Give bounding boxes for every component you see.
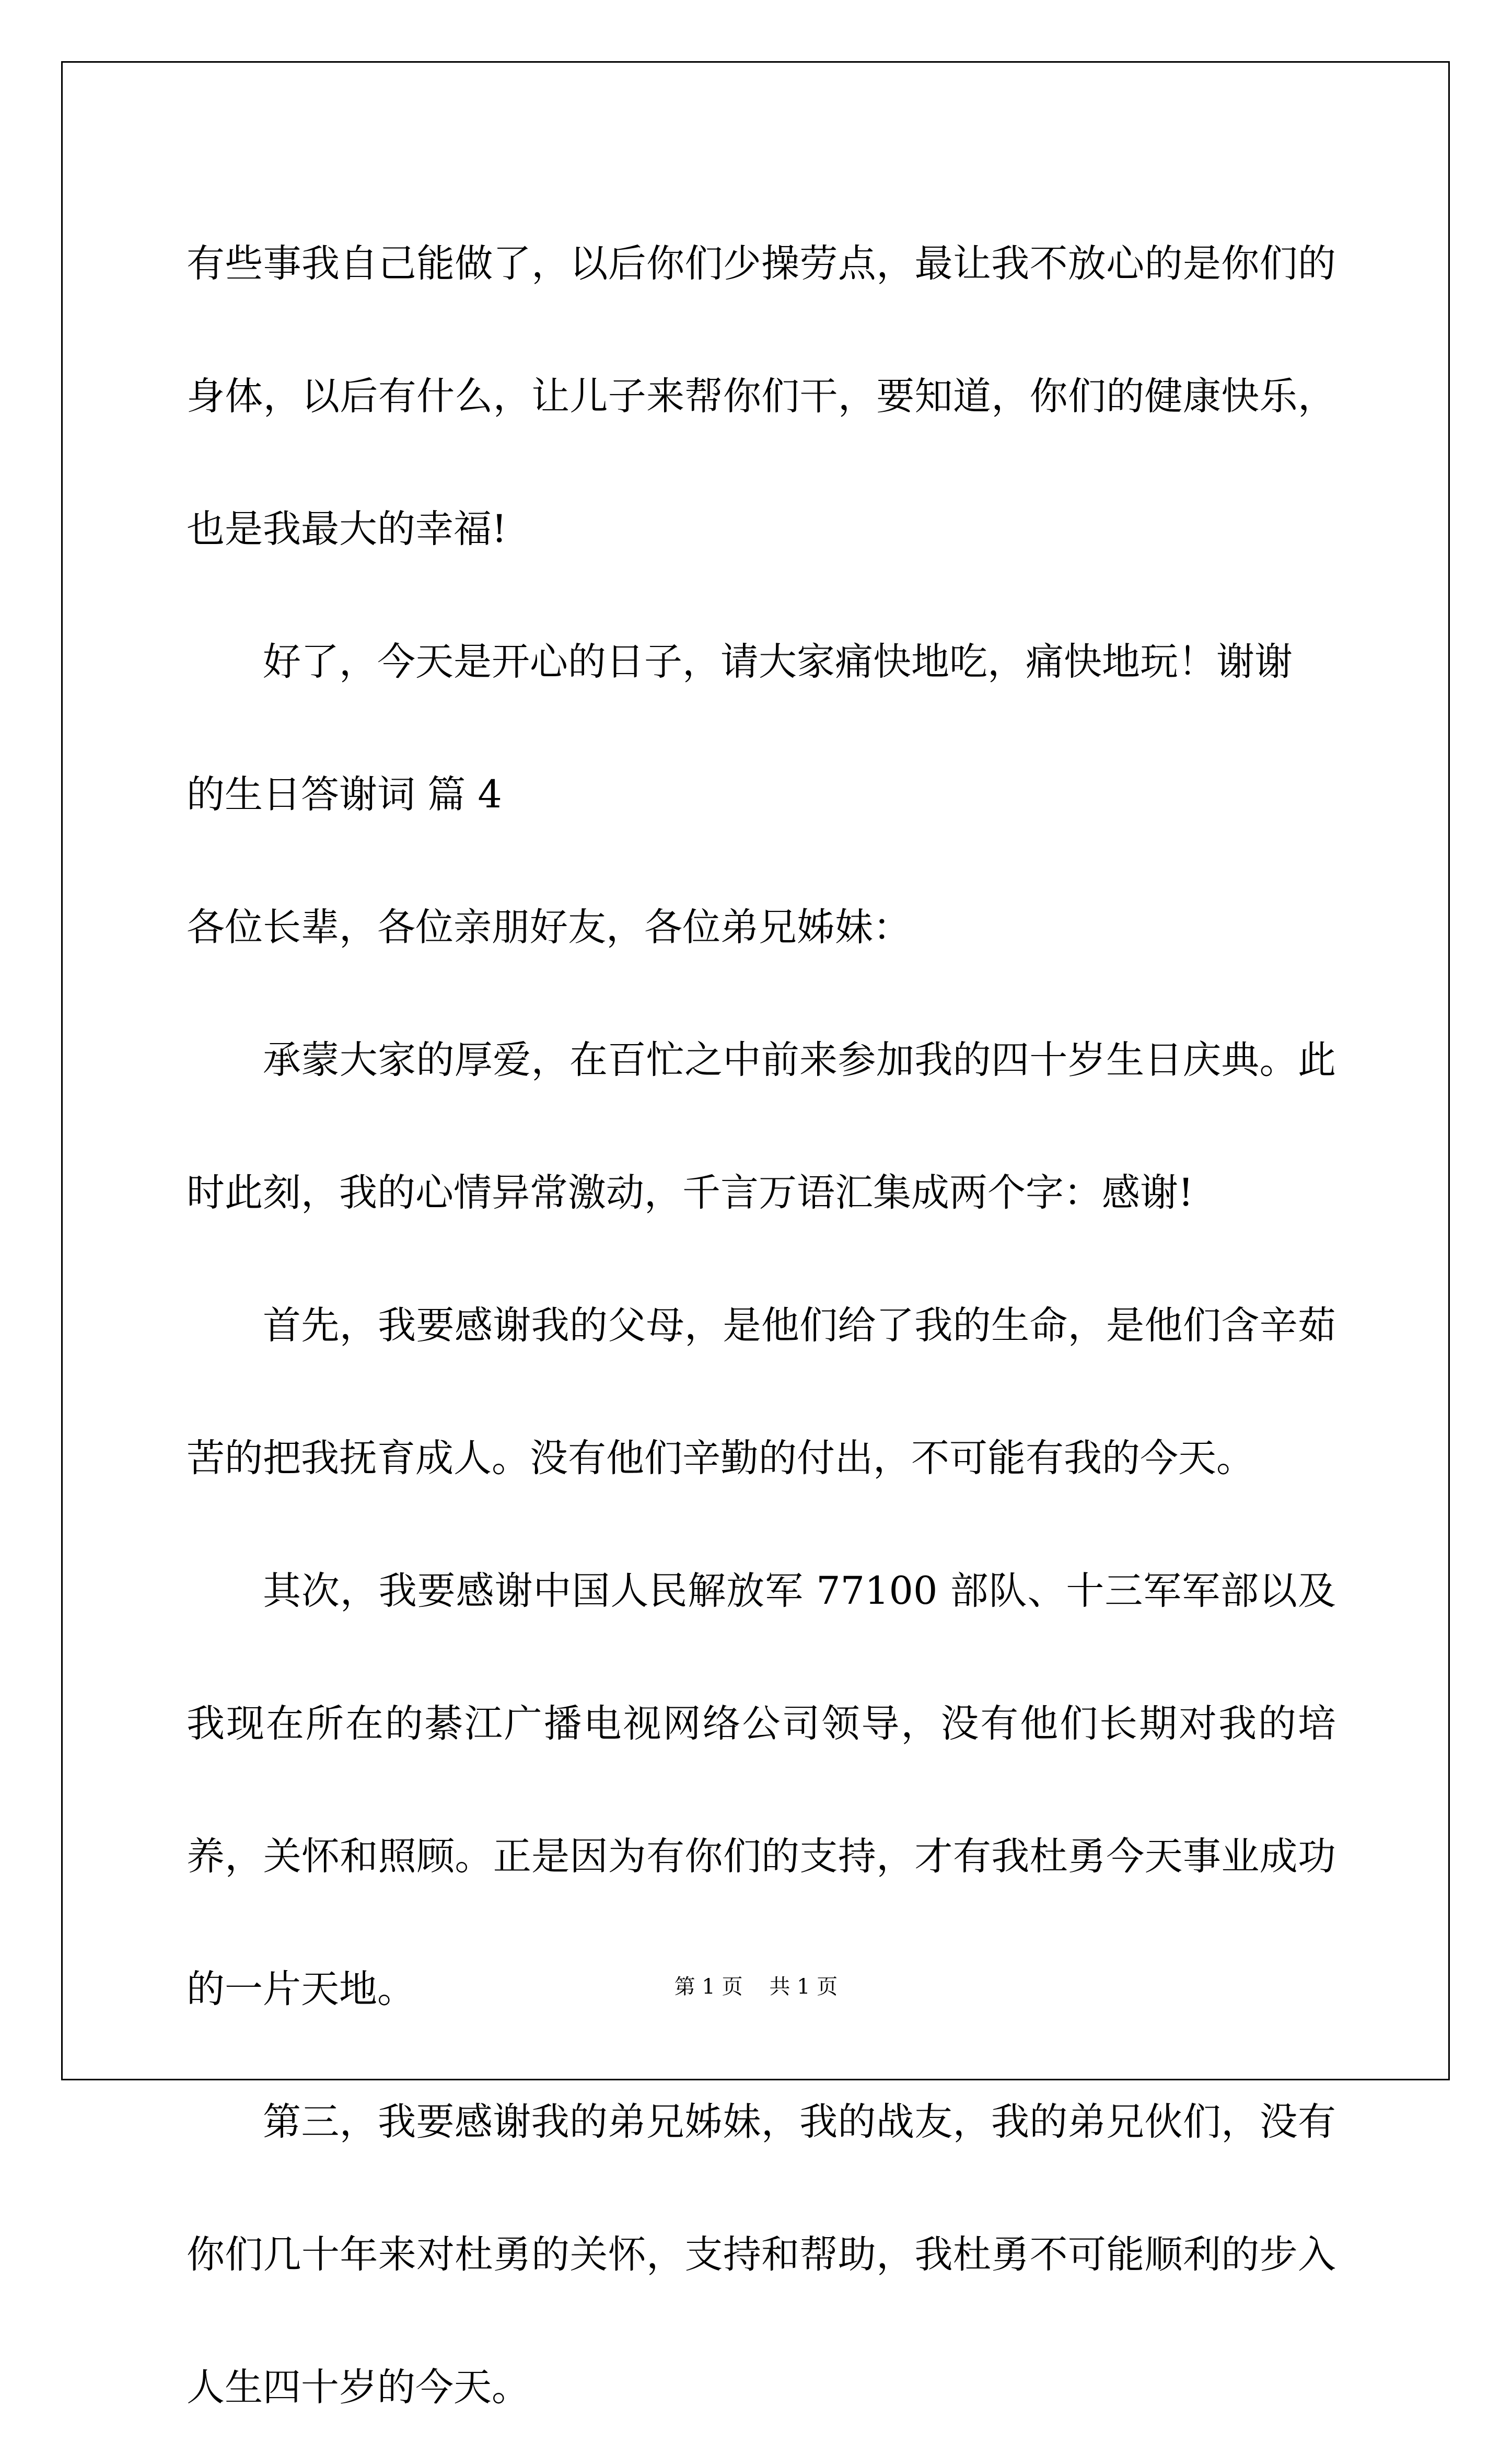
paragraph-3: 承蒙大家的厚爱，在百忙之中前来参加我的四十岁生日庆典。此时此刻，我的心情异常激动，千言万语汇集成两个字：感谢! <box>187 1038 1336 1215</box>
salutation: 各位长辈，各位亲朋好友，各位弟兄姊妹： <box>187 905 911 950</box>
paragraph-1: 有些事我自己能做了，以后你们少操劳点，最让我不放心的是你们的身体，以后有什么，让儿子来帮你们干，要知道，你们的健康快乐，也是我最大的幸福! <box>187 241 1336 551</box>
paragraph-2: 好了，今天是开心的日子，请大家痛快地吃，痛快地玩！谢谢 <box>263 640 1293 684</box>
page-footer: 第 1 页 共 1 页 <box>674 1975 838 1999</box>
paragraph-5: 其次，我要感谢中国人民解放军 77100 部队、十三军军部以及我现在所在的綦江广播电视网络公司领导，没有他们长期对我的培养，关怀和照顾。正是因为有你们的支持，才有我杜勇今天事业成功的一片天地。 <box>187 1569 1336 2011</box>
document-body <box>187 198 1336 2454</box>
paragraph-6: 第三，我要感谢我的弟兄姊妹，我的战友，我的弟兄伙们，没有你们几十年来对杜勇的关怀，支持和帮助，我杜勇不可能顺利的步入人生四十岁的今天。 <box>187 2100 1336 2410</box>
section-heading: 的生日答谢词 篇 4 <box>187 772 502 817</box>
paragraph-4: 首先，我要感谢我的父母，是他们给了我的生命，是他们含辛茹苦的把我抚育成人。没有他们辛勤的付出，不可能有我的今天。 <box>187 1303 1336 1480</box>
